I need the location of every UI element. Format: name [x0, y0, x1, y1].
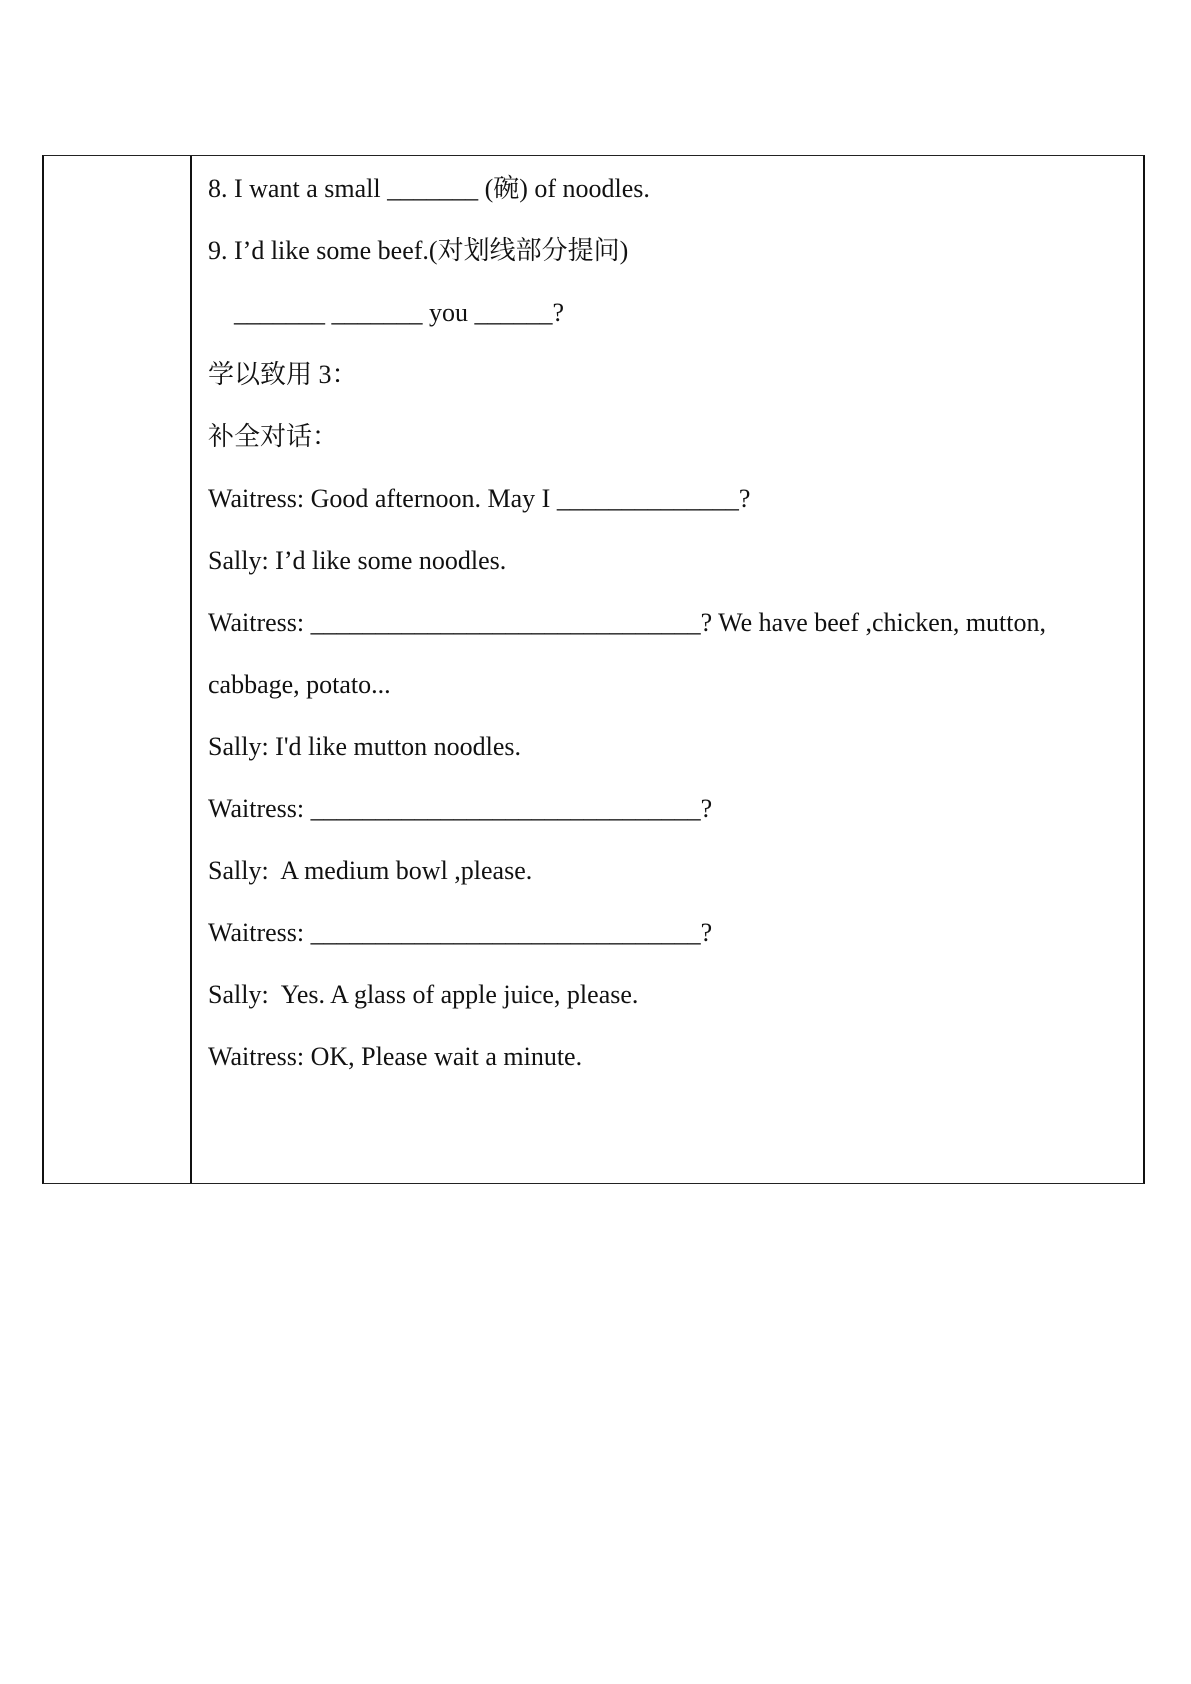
- question-8: 8. I want a small _______ (碗) of noodles.: [208, 174, 650, 203]
- dialogue-line: Sally: Yes. A glass of apple juice, please.: [208, 980, 639, 1009]
- dialogue-line: Waitress: OK, Please wait a minute.: [208, 1042, 583, 1071]
- section-heading: 学以致用 3：: [208, 360, 358, 389]
- dialogue-line: Sally: I’d like some noodles.: [208, 546, 507, 575]
- question-9: 9. I’d like some beef.(对划线部分提问): [208, 236, 629, 265]
- section-instruction: 补全对话：: [208, 422, 339, 451]
- right-column-cell: [192, 156, 1143, 1183]
- dialogue-line: Waitress: Good afternoon. May I ______________?: [208, 484, 751, 513]
- question-9-answer-line: _______ _______ you ______?: [234, 298, 565, 327]
- dialogue-line: Waitress: ______________________________?: [208, 918, 713, 947]
- dialogue-line: Sally: I'd like mutton noodles.: [208, 732, 522, 761]
- dialogue-line: cabbage, potato...: [208, 670, 391, 699]
- dialogue-line: Waitress: ______________________________?: [208, 794, 713, 823]
- dialogue-line: Sally: A medium bowl ,please.: [208, 856, 533, 885]
- left-column-cell: [44, 156, 192, 1183]
- worksheet-table: [42, 155, 1145, 1184]
- dialogue-line: Waitress: ______________________________? We have beef ,chicken, mutton,: [208, 608, 1047, 637]
